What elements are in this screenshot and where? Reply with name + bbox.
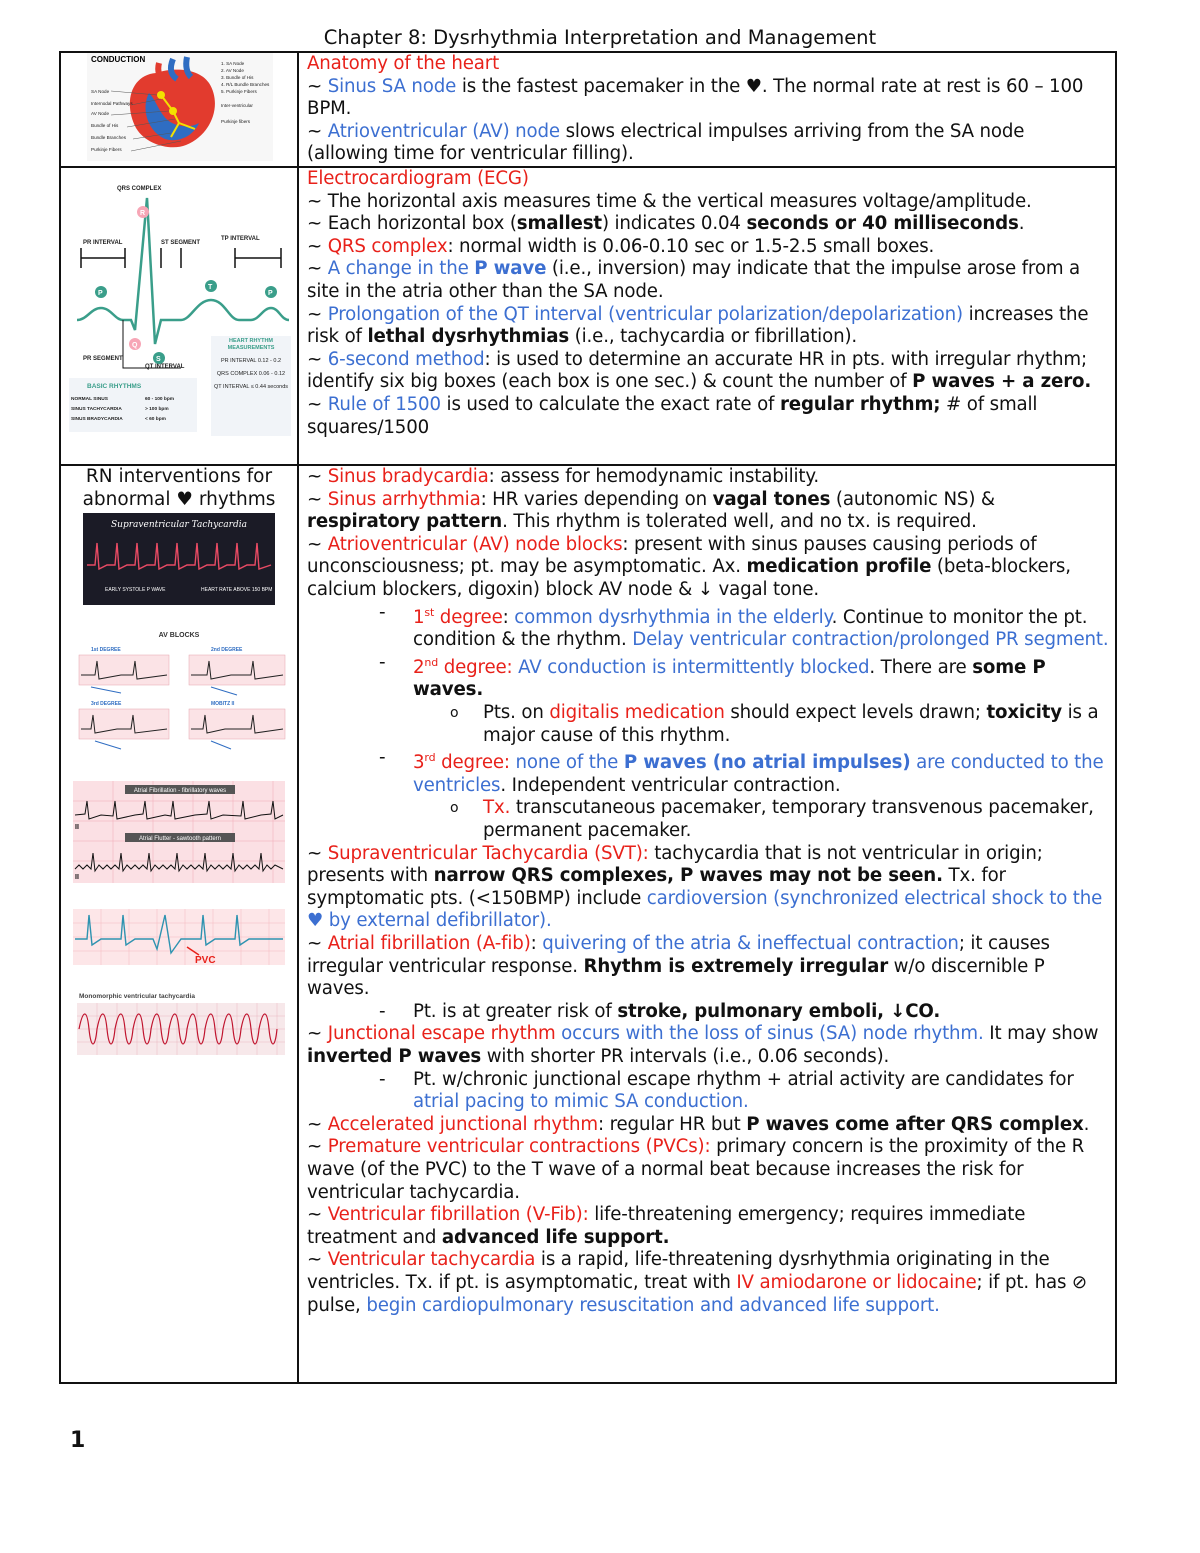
text: degree: <box>435 752 510 774</box>
ecg-heading: Electrocardiogram (ECG) <box>307 167 529 189</box>
text: primary concern is the proximity of the R wave (of the PVC) to the T wave of a normal beat because increases the risk for ventricular tachycardia. <box>307 1136 1085 1203</box>
text: : normal width is 0.06-0.10 sec or 1.5-2.5 small boxes. <box>447 235 935 257</box>
text: tachycardia that is not ventricular in origin; presents with <box>307 842 1043 887</box>
text: P waves (no atrial impulses) <box>623 752 911 774</box>
rhythm-name: SINUS TACHYCARDIA <box>71 406 122 412</box>
svg-text:Internodal Pathways: Internodal Pathways <box>91 101 133 106</box>
text: advanced life support. <box>441 1226 670 1248</box>
text: nd <box>424 655 439 669</box>
rhythm-name: NORMAL SINUS <box>71 396 108 402</box>
text: is the fastest pacemaker in the ♥. The normal rate at rest is 60 – 100 BPM. <box>307 75 1084 120</box>
text: Tx. for symptomatic pts. (<150BMP) include <box>307 865 1006 909</box>
text: It may show <box>983 1023 1099 1045</box>
svg-text:P: P <box>98 289 103 297</box>
text: stroke, pulmonary emboli, ↓CO. <box>617 1000 941 1022</box>
av-second-label: 2nd DEGREE <box>211 647 243 654</box>
pr-interval-label: PR INTERVAL <box>83 239 123 246</box>
text: st <box>424 605 435 619</box>
text: respiratory pattern <box>307 511 503 533</box>
text: atrial pacing to mimic SA conduction. <box>413 1091 749 1113</box>
text: toxicity <box>986 702 1062 724</box>
list-item: ~ Atrioventricular (AV) node blocks: present with sinus pauses causing periods of unconsciousness; pt. may be asymptomatic. Ax. medication profile (beta-blockers, calcium blockers, digoxin) block AV node & ↓ vagal tone. <box>307 533 1071 600</box>
text: atrial activity are candidates for <box>787 1068 1074 1090</box>
text: : regular HR but <box>597 1113 747 1135</box>
text: 3 <box>413 752 425 774</box>
av-mobitz-label: MOBITZ II <box>211 701 235 708</box>
text: lethal dysrhythmias <box>367 326 570 348</box>
text: cardioversion (synchronized electrical shock to the ♥ by external defibrillator). <box>307 887 1103 932</box>
text: (i.e., inversion) may indicate that the impulse arose from a site in the atria other than the SA node. <box>307 258 1081 302</box>
svg-text:Q: Q <box>132 341 138 349</box>
text: (beta-blockers, calcium blockers, digoxin) block AV node & ↓ vagal tone. <box>307 556 1071 600</box>
text: inverted P waves <box>307 1046 482 1067</box>
text: P wave <box>474 258 547 280</box>
text: is a major cause of this rhythm. <box>483 702 1099 746</box>
text: smallest <box>516 213 602 235</box>
text: some P waves. <box>413 656 1046 701</box>
list-item: ~ The horizontal axis measures time & the vertical measures voltage/amplitude. <box>307 190 1032 212</box>
text: : present with sinus pauses causing periods of unconsciousness; pt. may be asymptomatic. Ax. <box>307 533 1037 578</box>
qt-interval-label: QT INTERVAL <box>145 363 185 370</box>
svt-title: Supraventricular Tachycardia <box>111 520 247 531</box>
text: : assess for hemodynamic instability. <box>488 465 820 487</box>
list-item: ~ Rule of 1500 is used to calculate the exact rate of regular rhythm; # of small squares/1500 <box>307 393 1038 438</box>
text: P waves + a zero. <box>912 371 1092 393</box>
text: . Continue to monitor the pt. condition & the rhythm. <box>413 606 1088 651</box>
text: occurs with the loss of sinus (SA) node rhythm. <box>555 1023 984 1045</box>
table-row <box>60 52 1116 167</box>
text: Prolongation of the QT interval (ventricular polarization/depolarization) <box>327 303 963 325</box>
text: IV amiodarone or lidocaine <box>736 1271 977 1293</box>
afib-label: Atrial Fibrillation - fibrillatory waves <box>133 788 227 795</box>
svg-text:2. AV Node: 2. AV Node <box>221 68 244 73</box>
sub-item: - 2nd degree: AV conduction is intermittently blocked. There are some P waves. <box>379 651 1046 701</box>
text: Delay ventricular contraction/prolonged PR segment. <box>632 629 1109 651</box>
text: ) indicates 0.04 <box>601 213 747 235</box>
row-label: RN interventions for abnormal ♥ rhythms <box>82 465 276 510</box>
text: . There are <box>869 656 973 678</box>
text: increases the risk of <box>307 303 1089 348</box>
svg-text:R: R <box>140 209 146 217</box>
list-item: ~ 6-second method: is used to determine an accurate HR in pts. with irregular rhythm; identify six big boxes (each box is one sec.) & count the number of P waves + a zero. <box>307 348 1092 393</box>
svt-note-left: EARLY SYSTOLE P WAVE <box>105 587 166 594</box>
text: transcutaneous pacemaker, temporary transvenous pacemaker, permanent pacemaker. <box>483 797 1094 842</box>
rhythm-value: < 60 bpm <box>145 416 166 422</box>
afib-aflutter-figure <box>61 781 297 885</box>
lead-marker: II <box>75 824 79 832</box>
sub-item: - Pt. is at greater risk of stroke, pulmonary emboli, ↓CO. <box>379 1000 941 1022</box>
text: ~ Each horizontal box ( <box>307 213 517 235</box>
text: common dysrhythmia in the elderly <box>514 606 832 628</box>
page-number: 1 <box>70 1428 86 1453</box>
svg-text:4. R/L Bundle Branches: 4. R/L Bundle Branches <box>221 82 270 87</box>
text: (i.e., tachycardia or fibrillation). <box>569 326 858 348</box>
vtach-title: Monomorphic ventricular tachycardia <box>79 993 195 1001</box>
st-segment-label: ST SEGMENT <box>161 239 201 246</box>
list-item <box>307 213 1109 236</box>
text: : <box>530 933 543 955</box>
text: is a rapid, life-threatening dysrhythmia originating in the ventricles. Tx. if pt. is asymptomatic, treat with <box>307 1249 1050 1293</box>
pvc-strip-figure <box>61 909 297 967</box>
svg-text:Inter-ventricular: Inter-ventricular <box>221 103 253 108</box>
text: with shorter PR intervals (i.e., 0.06 seconds). <box>481 1046 890 1067</box>
rhythm-value: 60 - 100 bpm <box>145 396 175 402</box>
text: quivering of the atria & ineffectual contraction <box>542 933 959 955</box>
aflutter-label: Atrial Flutter - sawtooth pattern <box>138 836 222 843</box>
text: Pt. is at greater risk of <box>413 1000 618 1022</box>
text: none of the <box>509 752 624 774</box>
table-row <box>60 167 1116 465</box>
table-row <box>60 465 1116 1383</box>
text: AV conduction is intermittently blocked <box>512 656 870 678</box>
svg-text:S: S <box>156 355 161 363</box>
svg-text:Bundle of His: Bundle of His <box>91 123 119 128</box>
text: Rhythm is extremely irregular <box>583 955 889 977</box>
list-item: ~ Atrial fibrillation (A-fib): quivering of the atria & ineffectual contraction; it causes irregular ventricular response. Rhythm is extremely irregular w/o discernible P waves. <box>307 933 1050 1000</box>
text: regular rhythm; <box>779 393 941 415</box>
sub-sub-item: o Pts. on digitalis medication should expect levels drawn; toxicity is a major cause of this rhythm. <box>450 702 1099 746</box>
text: : <box>502 606 515 628</box>
text: Supraventricular Tachycardia (SVT): <box>327 842 649 864</box>
text: QRS complex <box>327 235 448 257</box>
list-item: ~ Accelerated junctional rhythm: regular HR but P waves come after QRS complex. <box>307 1113 1090 1135</box>
text: slows electrical impulses arriving from the SA node (allowing time for ventricular filling). <box>307 120 1025 165</box>
text: vagal tones <box>712 488 831 510</box>
text: Ventricular tachycardia <box>327 1249 541 1271</box>
text: (autonomic NS) & <box>830 488 995 510</box>
rhythm-value: > 100 bpm <box>145 406 169 412</box>
list-item: ~ Supraventricular Tachycardia (SVT): tachycardia that is not ventricular in origin; presents with narrow QRS complexes, P waves may not be seen. Tx. for symptomatic pts. (<150BMP) include cardioversion (synchronized electrical shock to the ♥ by external defibrillator). <box>307 842 1103 932</box>
vtach-strip-figure <box>61 991 297 1057</box>
text: Atrial fibrillation (A-fib) <box>327 933 531 955</box>
text: . <box>1018 213 1025 235</box>
text: . This rhythm is tolerated well, and no tx. is required. <box>502 511 977 533</box>
list-item: ~ Premature ventricular contractions (PVCs): primary concern is the proximity of the R wave (of the PVC) to the T wave of a normal beat because increases the risk for ventricular tachycardia. <box>307 1136 1085 1203</box>
list-item: ~ Ventricular tachycardia is a rapid, life-threatening dysrhythmia originating in the ventricles. Tx. if pt. is asymptomatic, treat with IV amiodarone or lidocaine; if pt. has ⊘ pulse, begin cardiopulmonary resuscitation and advanced life support. <box>307 1249 1087 1316</box>
text: # of small squares/1500 <box>307 393 1038 438</box>
qrs-label: QRS COMPLEX <box>117 185 162 192</box>
text: 2 <box>413 656 425 678</box>
ecg-cell <box>298 167 1116 465</box>
term-sa-node: Sinus SA node <box>327 75 457 97</box>
anatomy-cell <box>298 52 1116 167</box>
svg-text:Purkinje Fibers: Purkinje Fibers <box>91 147 122 152</box>
svg-text:Bundle Branches: Bundle Branches <box>91 135 126 140</box>
interventions-cell <box>298 465 1116 1383</box>
rhythm-name: SINUS BRADYCARDIA <box>71 416 123 422</box>
av-blocks-figure <box>61 629 297 759</box>
measurements-title: HEART RHYTHM MEASUREMENTS <box>227 337 275 351</box>
list-item: ~ Junctional escape rhythm occurs with the loss of sinus (SA) node rhythm. It may show inverted P waves with shorter PR intervals (i.e., 0.06 seconds). <box>307 1023 1099 1067</box>
text: A change in the <box>327 258 475 280</box>
svg-text:5. Purkinje Fibers: 5. Purkinje Fibers <box>221 89 257 94</box>
sub-item: - 1st degree: common dysrhythmia in the elderly. Continue to monitor the pt. condition & the rhythm. Delay ventricular contraction/prolonged PR segment. <box>379 601 1109 651</box>
text: Sinus bradycardia <box>327 465 489 487</box>
figure-cell <box>60 167 298 465</box>
text: Ventricular fibrillation (V-Fib): <box>327 1204 589 1226</box>
anatomy-heading: Anatomy of the heart <box>307 53 500 74</box>
page-title: Chapter 8: Dysrhythmia Interpretation and Management <box>323 26 877 49</box>
lead-marker: II <box>75 874 79 882</box>
text: : is used to determine an accurate HR in pts. with irregular rhythm; identify six big boxes (each box is one sec.) & count the number of <box>307 348 1087 393</box>
list-item: ~ QRS complex: normal width is 0.06-0.10 sec or 1.5-2.5 small boxes. <box>307 235 935 257</box>
heart-conduction-diagram <box>61 53 297 163</box>
figure-cell <box>60 52 298 167</box>
svg-text:AV Node: AV Node <box>91 111 110 116</box>
text: ; if pt. has ⊘ pulse, <box>307 1271 1087 1316</box>
text: Premature ventricular contractions (PVCs): <box>327 1136 711 1158</box>
sub-item: - Pt. w/chronic junctional escape rhythm + atrial activity are candidates for atrial pacing to mimic SA conduction. <box>379 1068 1074 1113</box>
text: digitalis medication <box>549 702 725 724</box>
measure-item: PR INTERVAL 0.12 - 0.2 <box>220 357 282 364</box>
text: . <box>1083 1113 1090 1135</box>
av-blocks-title: AV BLOCKS <box>158 632 200 640</box>
list-item: ~ Sinus bradycardia: assess for hemodynamic instability. <box>307 465 820 487</box>
text: life-threatening emergency; requires immediate treatment and <box>307 1204 1026 1248</box>
text: Pt. w/chronic junctional escape rhythm + <box>413 1068 788 1090</box>
svg-text:1. SA Node: 1. SA Node <box>221 61 245 66</box>
text: Sinus arrhythmia <box>327 488 481 510</box>
svg-text:3. Bundle of His: 3. Bundle of His <box>221 75 254 80</box>
text: : HR varies depending on <box>480 488 713 510</box>
tp-interval-label: TP INTERVAL <box>221 235 260 242</box>
svg-text:Purkinje fibers: Purkinje fibers <box>221 119 251 124</box>
text: degree <box>434 606 503 628</box>
text: degree: <box>438 656 513 678</box>
ecg-waveform-diagram <box>61 168 297 464</box>
text: seconds or 40 milliseconds <box>746 213 1019 235</box>
diagram-heading: CONDUCTION <box>91 55 146 64</box>
text: are conducted to the ventricles <box>413 752 1104 796</box>
text: medication profile <box>746 556 932 578</box>
svg-text:P: P <box>268 289 273 297</box>
list-item: ~ Ventricular fibrillation (V-Fib): life-threatening emergency; requires immediate treatment and advanced life support. <box>307 1204 1026 1248</box>
text: . Independent ventricular contraction. <box>500 774 841 796</box>
text: Pts. on <box>483 702 550 724</box>
svt-strip-figure <box>61 513 297 609</box>
notes-table <box>59 51 1117 1384</box>
list-item: ~ Atrioventricular (AV) node slows electrical impulses arriving from the SA node (allowing time for ventricular filling). <box>307 120 1025 165</box>
av-first-label: 1st DEGREE <box>91 647 121 654</box>
text: Atrioventricular (AV) node blocks <box>327 533 623 555</box>
pvc-label: PVC <box>195 955 216 967</box>
list-item: ~ Prolongation of the QT interval (ventricular polarization/depolarization) increases the risk of lethal dysrhythmias (i.e., tachycardia or fibrillation). <box>307 303 1089 348</box>
text: rd <box>424 751 436 765</box>
text: is used to calculate the exact rate of <box>440 393 780 415</box>
text: begin cardiopulmonary resuscitation and advanced life support. <box>366 1294 940 1316</box>
term-av-node: Atrioventricular (AV) node <box>327 120 560 142</box>
text: 1 <box>413 606 425 628</box>
av-third-label: 3rd DEGREE <box>91 701 122 708</box>
measure-item: QT INTERVAL ≤ 0.44 seconds <box>213 383 289 390</box>
basic-rhythms-title: BASIC RHYTHMS <box>87 382 142 390</box>
text: P waves come after QRS complex <box>746 1113 1084 1135</box>
text: Accelerated junctional rhythm <box>327 1113 598 1135</box>
text: w/o discernible P waves. <box>307 955 1045 1000</box>
svt-note-right: HEART RATE ABOVE 150 BPM <box>201 587 273 594</box>
text: 6-second method <box>327 348 485 370</box>
figure-cell <box>60 465 298 1383</box>
text: should expect levels drawn; <box>724 702 987 724</box>
text: ; it causes irregular ventricular response. <box>307 933 1050 977</box>
measure-item: QRS COMPLEX 0.06 - 0.12 <box>216 370 286 377</box>
sub-item: - 3rd degree: none of the P waves (no atrial impulses) are conducted to the ventricles. Independent ventricular contraction. <box>379 747 1104 796</box>
svg-text:SA Node: SA Node <box>91 89 110 94</box>
sub-sub-item: o Tx. transcutaneous pacemaker, temporary transvenous pacemaker, permanent pacemaker. <box>450 797 1094 842</box>
text: Tx. <box>483 797 511 819</box>
svg-text:T: T <box>208 283 213 291</box>
list-item: ~ A change in the P wave (i.e., inversion) may indicate that the impulse arose from a site in the atria other than the SA node. <box>307 258 1081 302</box>
list-item: ~ Sinus arrhythmia: HR varies depending on vagal tones (autonomic NS) & respiratory pattern. This rhythm is tolerated well, and no tx. is required. <box>307 488 995 533</box>
text: Junctional escape rhythm <box>327 1023 556 1045</box>
text: narrow QRS complexes, P waves may not be seen. <box>433 865 943 887</box>
list-item: ~ Sinus SA node is the fastest pacemaker in the ♥. The normal rate at rest is 60 – 100 BPM. <box>307 75 1084 120</box>
pr-segment-label: PR SEGMENT <box>83 355 123 362</box>
text: Rule of 1500 <box>327 393 441 415</box>
